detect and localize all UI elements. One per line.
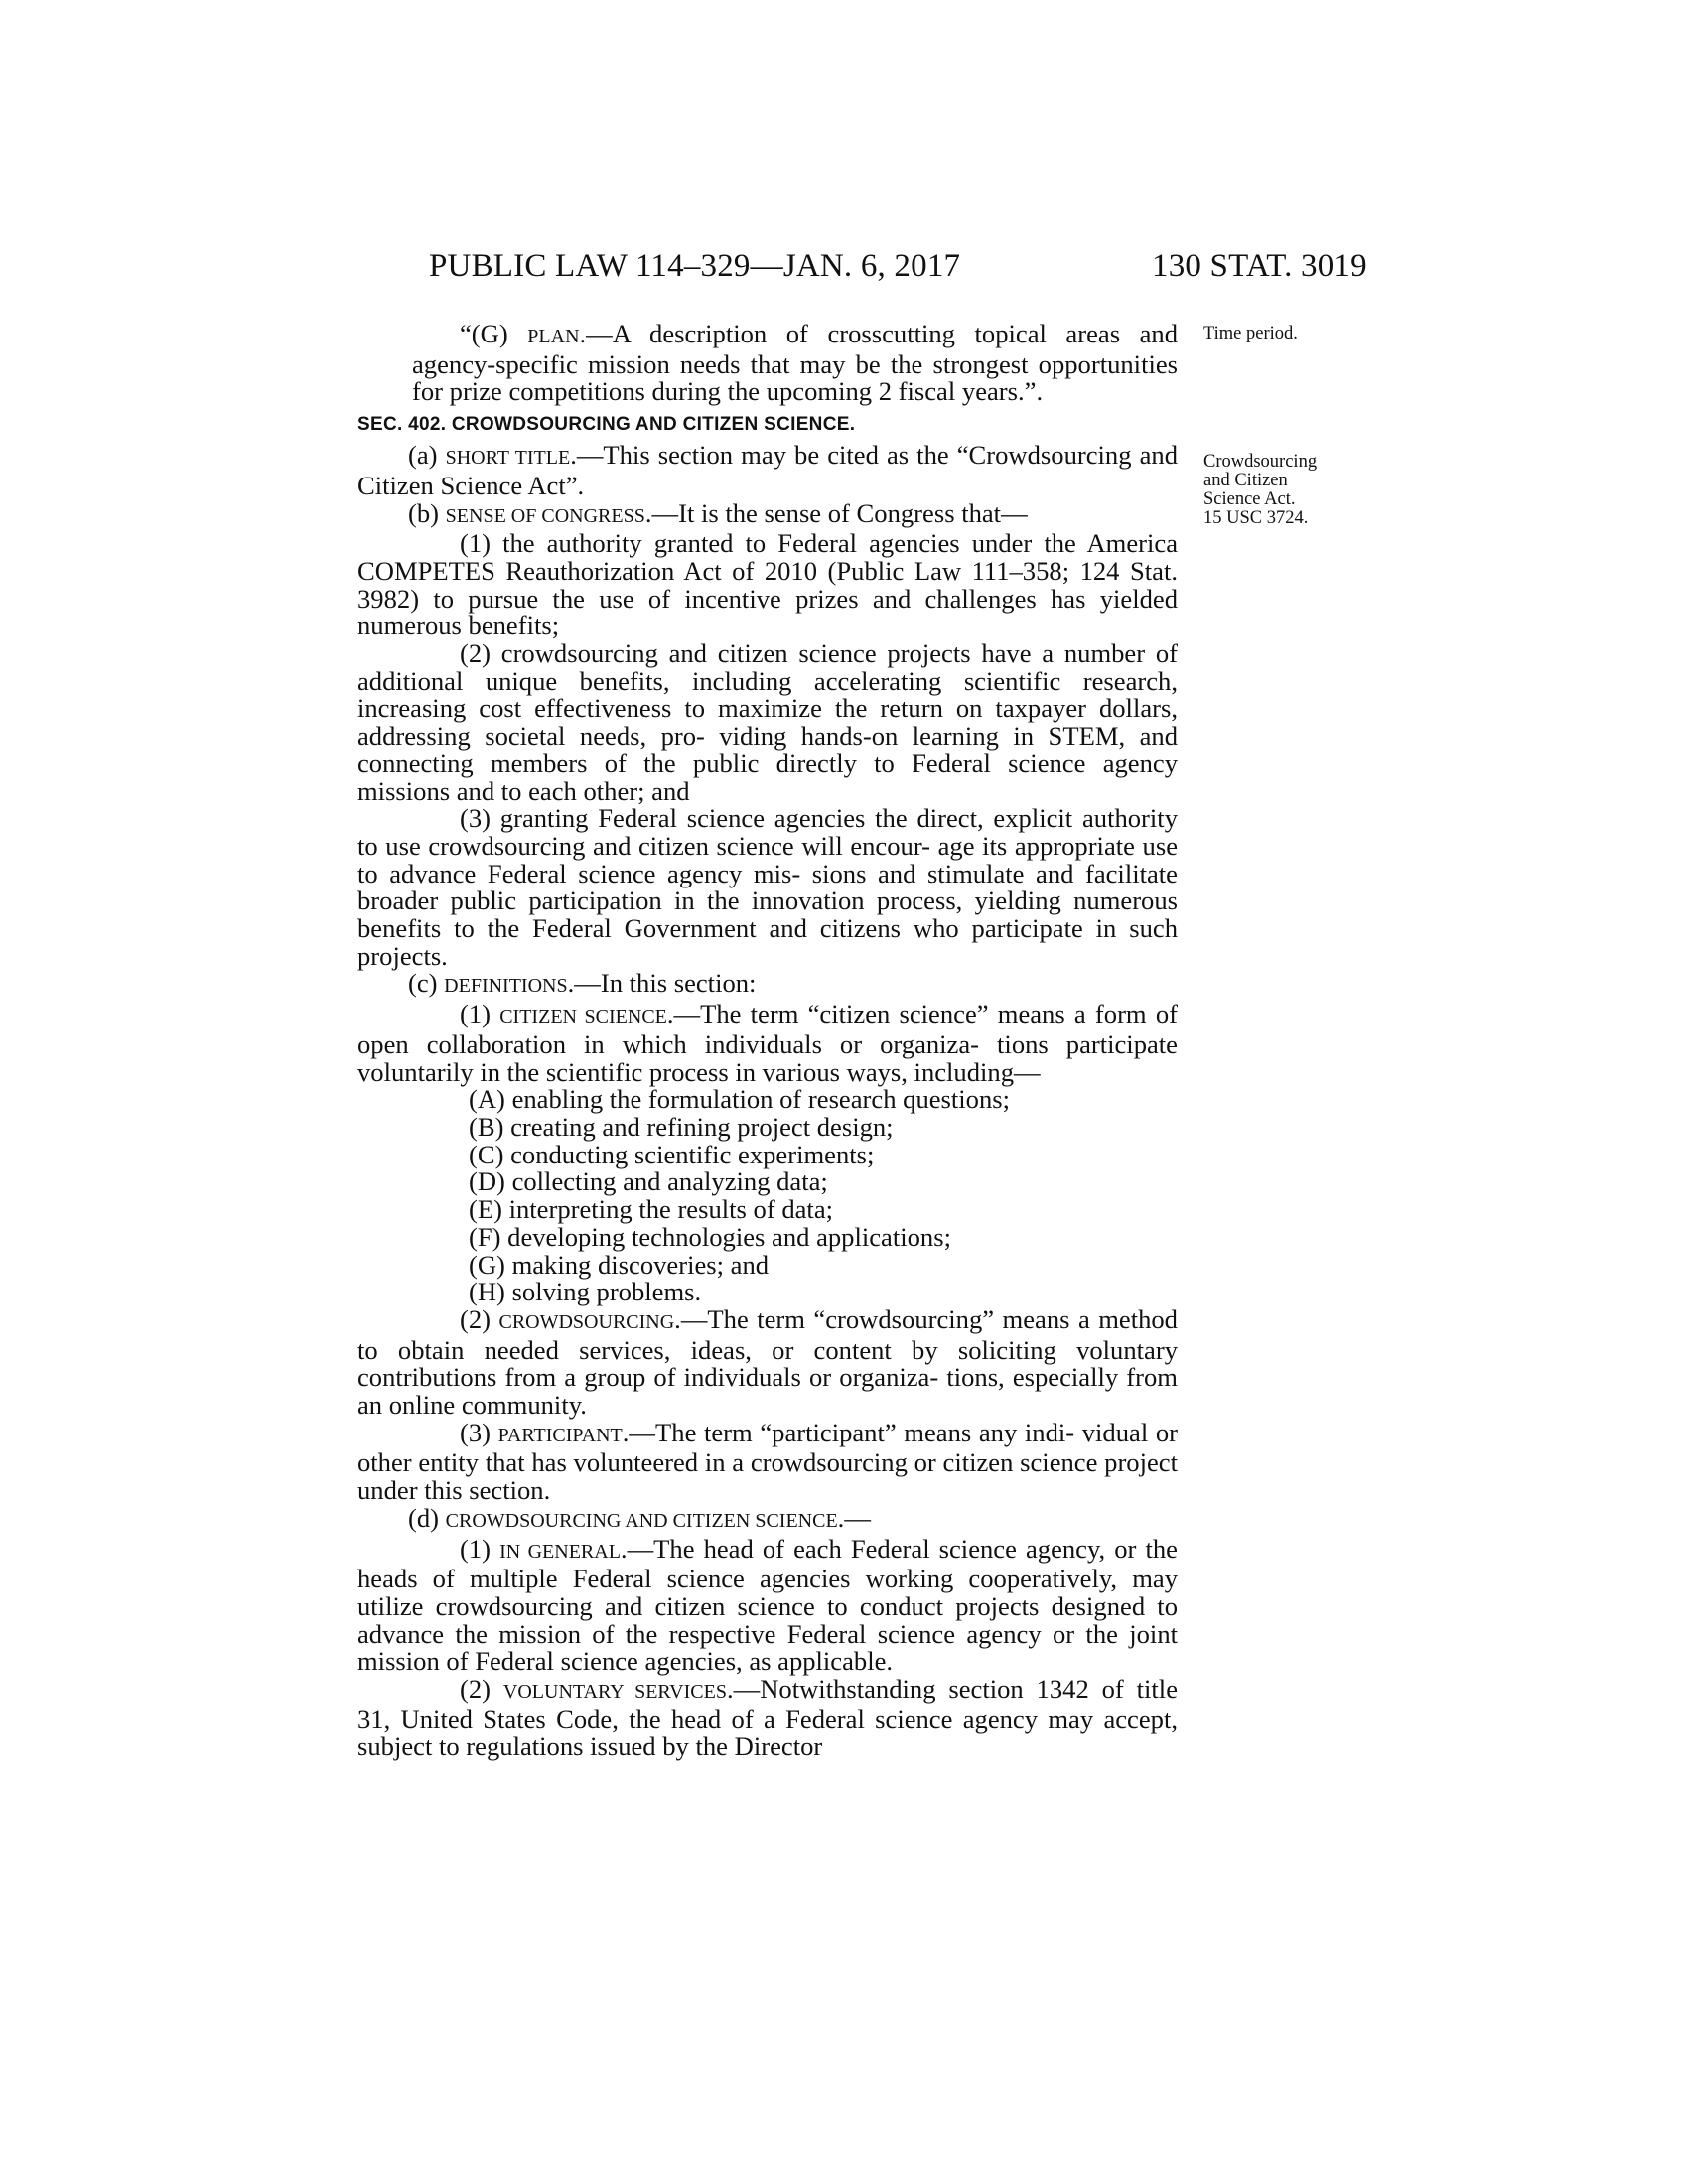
subparagraph-e: (E) interpreting the results of data;: [469, 1194, 834, 1225]
item-text: .—The term “participant” means any indi- vidual or other entity that has volunteered in a crowdsourcing or citizen science project under this section.: [357, 1417, 1178, 1506]
subparagraph-h: (H) solving problems.: [469, 1277, 702, 1307]
statute-body: [357, 321, 1178, 1761]
item-heading: SHORT TITLE: [445, 447, 571, 470]
item-heading: PARTICIPANT: [497, 1424, 623, 1446]
paragraph-g-plan: [412, 321, 1178, 406]
margin-note-line: Science Act.: [1203, 489, 1296, 509]
paragraph-d-1-in-general: [357, 1533, 1178, 1677]
item-text: .—: [837, 1502, 871, 1533]
item-text: .—The term “citizen science” means a form of open collaboration in which individuals or organiza- tions participate voluntarily in the scientific process in various ways, including—: [357, 999, 1178, 1087]
paragraph-c-3-participant: [357, 1417, 1178, 1506]
item-text: .—Notwithstanding section 1342 of title 31, United States Code, the head of a Federal science agency may accept, subject to regulations issued by the Director: [357, 1674, 1178, 1762]
subparagraph-d: (D) collecting and analyzing data;: [469, 1166, 828, 1197]
item-open: (c): [408, 968, 445, 999]
item-heading: VOLUNTARY SERVICES: [502, 1681, 727, 1704]
subsection-c-definitions: [357, 970, 1178, 1001]
item-text: .—In this section:: [567, 968, 757, 999]
running-head-stat-page: 130 STAT. 3019: [1152, 248, 1367, 284]
item-heading: CROWDSOURCING: [498, 1310, 675, 1333]
item-heading: CITIZEN SCIENCE: [499, 1006, 667, 1028]
paragraph-c-1-citizen-science: [357, 1001, 1178, 1086]
item-text: .—This section may be cited as the “Crowdsourcing and Citizen Science Act”.: [357, 440, 1178, 500]
paragraph-b-3: (3) granting Federal science agencies the direct, explicit authority to use crowdsourcing and citizen science will encour- age its appropriate use to advance Federal science agency mis- sions and stimulate and facilitate broader public participation in the innovation process, yielding numerous benefits to the Federal Government and citizens who participate in such projects.: [357, 803, 1178, 971]
subparagraph-a: (A) enabling the formulation of research questions;: [469, 1084, 1011, 1115]
section-heading: SEC. 402. CROWDSOURCING AND CITIZEN SCIENCE.: [357, 414, 856, 436]
margin-note-crowdsourcing-act: [1203, 453, 1317, 528]
subparagraph-f: (F) developing technologies and applications;: [469, 1221, 951, 1252]
subsection-a-short-title: [357, 442, 1178, 499]
running-head-public-law: PUBLIC LAW 114–329—JAN. 6, 2017: [429, 248, 961, 284]
item-heading: SENSE OF CONGRESS: [445, 504, 645, 527]
item-open: “(G): [460, 319, 528, 348]
margin-note-line: and Citizen: [1203, 471, 1288, 490]
subsection-b-sense-of-congress: [357, 497, 1178, 531]
item-open: (3): [460, 1417, 498, 1447]
item-text: .—It is the sense of Congress that—: [644, 497, 1028, 528]
subparagraph-b: (B) creating and refining project design;: [469, 1111, 894, 1142]
item-open: (d): [408, 1502, 446, 1533]
margin-note-line: 15 USC 3724.: [1203, 508, 1309, 528]
item-text: .—The head of each Federal science agency, or the heads of multiple Federal science agencies working cooperatively, may utilize crowdsourcing and citizen science to conduct projects designed to advance the mission of the respective Federal science agency or the joint mission of Federal science agencies, as applicable.: [357, 1533, 1178, 1677]
margin-note-line: Crowdsourcing: [1203, 452, 1318, 472]
subsection-d-crowdsourcing: [357, 1502, 1178, 1536]
item-text: .—A description of crosscutting topical areas and agency-specific mission needs that may be the strongest opportunities for prize competitions during the upcoming 2 fiscal years.”.: [412, 319, 1178, 407]
item-open: (2): [460, 1303, 499, 1334]
paragraph-c-2-crowdsourcing: [357, 1303, 1178, 1421]
item-heading: DEFINITIONS: [444, 975, 568, 998]
paragraph-b-2: (2) crowdsourcing and citizen science projects have a number of additional unique benefits, including accelerating scientific research, increasing cost effectiveness to maximize the return on taxpayer dollars, addressing societal needs, pro- viding hands-on learning in STEM, and connecting members of the public directly to Federal science agency missions and to each other; and: [357, 638, 1178, 806]
item-open: (1): [460, 1533, 500, 1564]
item-text: .—The term “crowdsourcing” means a method to obtain needed services, ideas, or content by soliciting voluntary contributions from a group of individuals or organiza- tions, especially from an online community.: [357, 1303, 1178, 1421]
subparagraph-c: (C) conducting scientific experiments;: [469, 1139, 875, 1169]
item-heading: IN GENERAL: [499, 1540, 621, 1563]
paragraph-b-1: (1) the authority granted to Federal agencies under the America COMPETES Reauthorization Act of 2010 (Public Law 111–358; 124 Stat. 3982) to pursue the use of incentive prizes and challenges has yielded numerous benefits;: [357, 528, 1178, 641]
item-heading: CROWDSOURCING AND CITIZEN SCIENCE: [445, 1509, 838, 1532]
item-open: (2): [460, 1674, 503, 1705]
paragraph-d-2-voluntary-services: [357, 1676, 1178, 1761]
subparagraph-g: (G) making discoveries; and: [469, 1249, 770, 1280]
item-open: (b): [408, 497, 446, 528]
margin-note-time-period: Time period.: [1203, 324, 1298, 343]
item-open: (1): [460, 999, 500, 1029]
item-heading: PLAN: [527, 326, 580, 347]
item-open: (a): [408, 440, 446, 471]
